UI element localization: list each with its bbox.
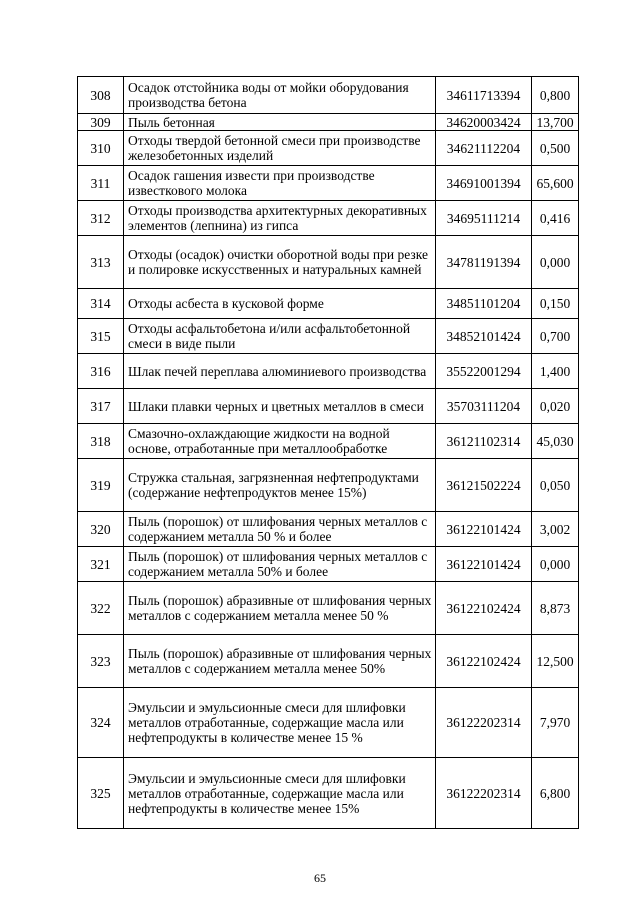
waste-amount: 8,873 [532, 582, 579, 635]
waste-name: Пыль бетонная [124, 114, 436, 131]
table-row [78, 547, 579, 582]
row-number: 322 [78, 582, 124, 635]
row-number: 314 [78, 289, 124, 319]
waste-amount: 0,020 [532, 389, 579, 424]
waste-amount: 7,970 [532, 688, 579, 758]
waste-amount: 0,000 [532, 547, 579, 582]
waste-code: 34695111214 [436, 201, 532, 236]
row-number: 325 [78, 758, 124, 829]
waste-name: Пыль (порошок) от шлифования черных металлов с содержанием металла 50% и более [124, 547, 436, 582]
waste-code: 36122102424 [436, 582, 532, 635]
row-number: 317 [78, 389, 124, 424]
row-number: 324 [78, 688, 124, 758]
row-number: 311 [78, 166, 124, 201]
row-number: 320 [78, 512, 124, 547]
row-number: 316 [78, 354, 124, 389]
waste-amount: 0,416 [532, 201, 579, 236]
waste-name: Отходы асфальтобетона и/или асфальтобетонной смеси в виде пыли [124, 319, 436, 354]
waste-code: 35522001294 [436, 354, 532, 389]
row-number: 315 [78, 319, 124, 354]
row-number: 310 [78, 131, 124, 166]
waste-code: 36121102314 [436, 424, 532, 459]
waste-code: 34691001394 [436, 166, 532, 201]
table-row [78, 201, 579, 236]
waste-code: 36122202314 [436, 688, 532, 758]
table-row [78, 389, 579, 424]
table-row [78, 635, 579, 688]
waste-name: Пыль (порошок) абразивные от шлифования черных металлов с содержанием металла менее 50% [124, 635, 436, 688]
table-row [78, 319, 579, 354]
table-row [78, 512, 579, 547]
row-number: 313 [78, 236, 124, 289]
waste-name: Осадок гашения извести при производстве известкового молока [124, 166, 436, 201]
waste-code: 34851101204 [436, 289, 532, 319]
table-row [78, 688, 579, 758]
waste-name: Отходы (осадок) очистки оборотной воды при резке и полировке искусственных и натуральных камней [124, 236, 436, 289]
waste-amount: 0,050 [532, 459, 579, 512]
waste-name: Отходы асбеста в кусковой форме [124, 289, 436, 319]
row-number: 323 [78, 635, 124, 688]
row-number: 308 [78, 77, 124, 114]
waste-code: 36121502224 [436, 459, 532, 512]
table-row [78, 354, 579, 389]
waste-amount: 3,002 [532, 512, 579, 547]
waste-name: Пыль (порошок) от шлифования черных металлов с содержанием металла 50 % и более [124, 512, 436, 547]
row-number: 318 [78, 424, 124, 459]
waste-amount: 6,800 [532, 758, 579, 829]
table-row [78, 758, 579, 829]
table-row [78, 424, 579, 459]
waste-code: 36122101424 [436, 512, 532, 547]
row-number: 321 [78, 547, 124, 582]
waste-name: Эмульсии и эмульсионные смеси для шлифовки металлов отработанные, содержащие масла или нефтепродукты в количестве менее 15% [124, 758, 436, 829]
table-row [78, 582, 579, 635]
waste-name: Пыль (порошок) абразивные от шлифования черных металлов с содержанием металла менее 50 % [124, 582, 436, 635]
table-row [78, 236, 579, 289]
waste-code: 34620003424 [436, 114, 532, 131]
waste-name: Смазочно-охлаждающие жидкости на водной основе, отработанные при металлообработке [124, 424, 436, 459]
waste-name: Шлаки плавки черных и цветных металлов в смеси [124, 389, 436, 424]
waste-amount: 0,700 [532, 319, 579, 354]
waste-amount: 0,000 [532, 236, 579, 289]
waste-name: Стружка стальная, загрязненная нефтепродуктами (содержание нефтепродуктов менее 15%) [124, 459, 436, 512]
waste-code: 35703111204 [436, 389, 532, 424]
waste-name: Осадок отстойника воды от мойки оборудования производства бетона [124, 77, 436, 114]
row-number: 312 [78, 201, 124, 236]
table-row [78, 131, 579, 166]
waste-code: 34621112204 [436, 131, 532, 166]
table-row [78, 77, 579, 114]
waste-amount: 13,700 [532, 114, 579, 131]
waste-name: Эмульсии и эмульсионные смеси для шлифовки металлов отработанные, содержащие масла или нефтепродукты в количестве менее 15 % [124, 688, 436, 758]
waste-code: 34611713394 [436, 77, 532, 114]
waste-amount: 45,030 [532, 424, 579, 459]
waste-code: 34781191394 [436, 236, 532, 289]
waste-amount: 12,500 [532, 635, 579, 688]
row-number: 309 [78, 114, 124, 131]
table-row [78, 459, 579, 512]
page-number: 65 [314, 871, 326, 885]
table-row [78, 166, 579, 201]
waste-name: Отходы твердой бетонной смеси при производстве железобетонных изделий [124, 131, 436, 166]
waste-amount: 0,150 [532, 289, 579, 319]
waste-name: Отходы производства архитектурных декоративных элементов (лепнина) из гипса [124, 201, 436, 236]
waste-amount: 1,400 [532, 354, 579, 389]
waste-code: 34852101424 [436, 319, 532, 354]
waste-amount: 0,800 [532, 77, 579, 114]
table-row [78, 114, 579, 131]
waste-amount: 0,500 [532, 131, 579, 166]
table-row [78, 289, 579, 319]
waste-code: 36122101424 [436, 547, 532, 582]
row-number: 319 [78, 459, 124, 512]
waste-table [77, 76, 579, 829]
waste-name: Шлак печей переплава алюминиевого производства [124, 354, 436, 389]
waste-amount: 65,600 [532, 166, 579, 201]
waste-code: 36122202314 [436, 758, 532, 829]
waste-code: 36122102424 [436, 635, 532, 688]
